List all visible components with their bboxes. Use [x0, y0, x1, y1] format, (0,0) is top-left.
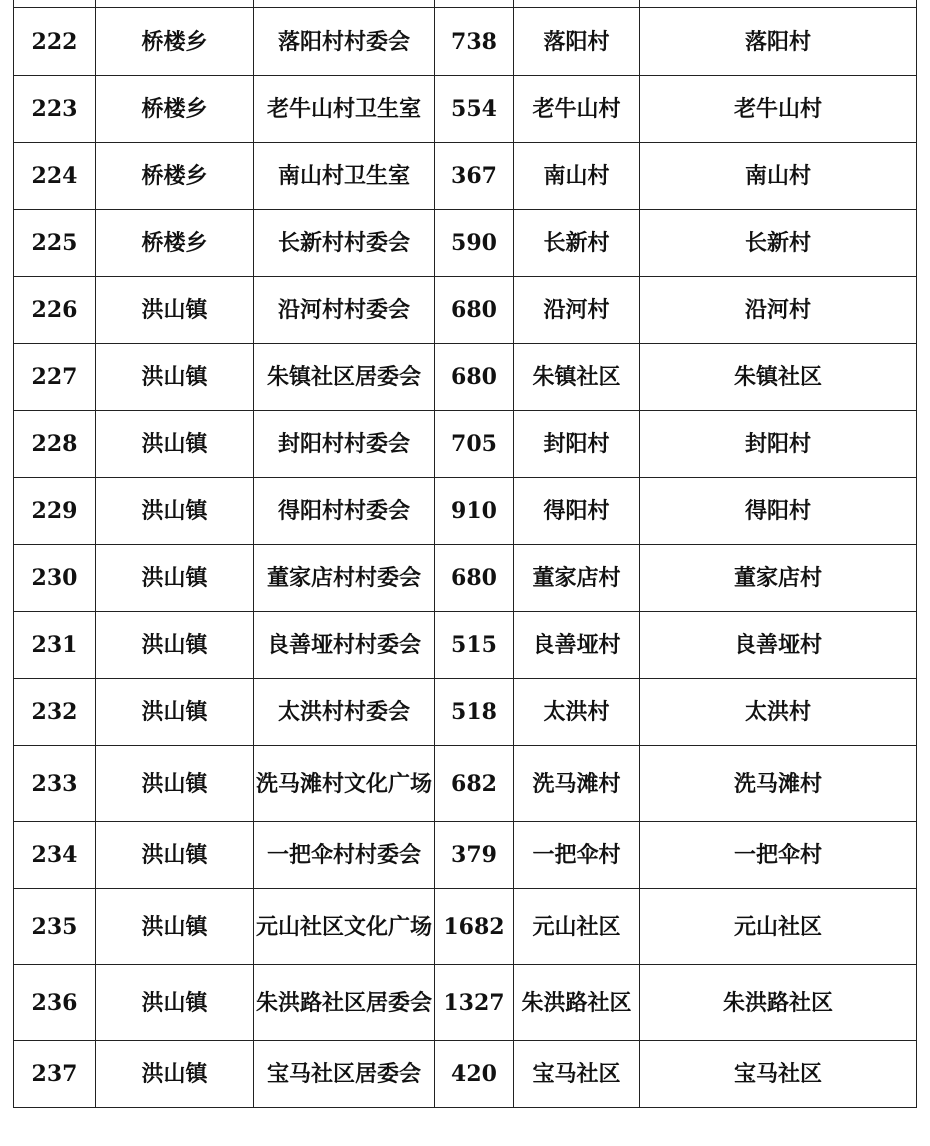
row-number: 237: [14, 1041, 96, 1108]
row-number: 230: [14, 545, 96, 612]
village-cell: 洗马滩村: [514, 746, 640, 822]
township-cell: 桥楼乡: [96, 8, 254, 76]
row-number: 234: [14, 822, 96, 889]
township-cell: 洪山镇: [96, 612, 254, 679]
village-cell: 董家店村: [514, 545, 640, 612]
row-number: 233: [14, 746, 96, 822]
count-cell: 1327: [435, 965, 514, 1041]
village-cell: 宝马社区: [514, 1041, 640, 1108]
table-row: [14, 545, 917, 612]
township-cell: 洪山镇: [96, 889, 254, 965]
count-cell: 420: [435, 1041, 514, 1108]
village-cell: 元山社区: [514, 889, 640, 965]
count-cell: 738: [435, 8, 514, 76]
row-number: 236: [14, 965, 96, 1041]
count-cell: 515: [435, 612, 514, 679]
table-row: [14, 8, 917, 76]
township-cell: 洪山镇: [96, 545, 254, 612]
site-cell: 沿河村村委会: [254, 277, 435, 344]
village-cell: 太洪村: [514, 679, 640, 746]
table-row-partial: [14, 0, 917, 8]
count-cell: 590: [435, 210, 514, 277]
count-cell: 554: [435, 76, 514, 143]
row-number: 226: [14, 277, 96, 344]
count-cell: 367: [435, 143, 514, 210]
table-row: [14, 1041, 917, 1108]
township-cell: 洪山镇: [96, 965, 254, 1041]
community-cell: 一把伞村: [640, 822, 917, 889]
community-cell: 沿河村: [640, 277, 917, 344]
site-cell: 长新村村委会: [254, 210, 435, 277]
village-cell: 得阳村: [514, 478, 640, 545]
township-cell: 洪山镇: [96, 478, 254, 545]
count-cell: 518: [435, 679, 514, 746]
table-row: [14, 679, 917, 746]
community-cell: 朱镇社区: [640, 344, 917, 411]
table-row: [14, 210, 917, 277]
site-cell: 元山社区文化广场: [254, 889, 435, 965]
site-cell: 宝马社区居委会: [254, 1041, 435, 1108]
count-cell: 910: [435, 478, 514, 545]
count-cell: 379: [435, 822, 514, 889]
community-cell: 封阳村: [640, 411, 917, 478]
table-row: [14, 822, 917, 889]
village-cell: 南山村: [514, 143, 640, 210]
table-row: [14, 965, 917, 1041]
row-number: 232: [14, 679, 96, 746]
site-cell: 老牛山村卫生室: [254, 76, 435, 143]
township-cell: 洪山镇: [96, 411, 254, 478]
table-row: [14, 478, 917, 545]
row-number: 227: [14, 344, 96, 411]
township-cell: 洪山镇: [96, 277, 254, 344]
site-cell: 太洪村村委会: [254, 679, 435, 746]
village-cell: 一把伞村: [514, 822, 640, 889]
row-number: 222: [14, 8, 96, 76]
village-cell: 老牛山村: [514, 76, 640, 143]
community-cell: 良善垭村: [640, 612, 917, 679]
count-cell: 680: [435, 344, 514, 411]
table-cell-empty: [640, 0, 917, 8]
village-cell: 长新村: [514, 210, 640, 277]
site-cell: 落阳村村委会: [254, 8, 435, 76]
site-cell: 朱洪路社区居委会: [254, 965, 435, 1041]
township-cell: 洪山镇: [96, 822, 254, 889]
row-number: 231: [14, 612, 96, 679]
count-cell: 680: [435, 277, 514, 344]
table-cell-empty: [254, 0, 435, 8]
community-cell: 长新村: [640, 210, 917, 277]
data-table: [13, 0, 917, 1108]
table-row: [14, 277, 917, 344]
community-cell: 朱洪路社区: [640, 965, 917, 1041]
community-cell: 董家店村: [640, 545, 917, 612]
count-cell: 682: [435, 746, 514, 822]
row-number: 223: [14, 76, 96, 143]
site-cell: 朱镇社区居委会: [254, 344, 435, 411]
row-number: 229: [14, 478, 96, 545]
site-cell: 南山村卫生室: [254, 143, 435, 210]
site-cell: 董家店村村委会: [254, 545, 435, 612]
row-number: 235: [14, 889, 96, 965]
village-cell: 朱洪路社区: [514, 965, 640, 1041]
table-cell-empty: [514, 0, 640, 8]
community-cell: 太洪村: [640, 679, 917, 746]
community-cell: 宝马社区: [640, 1041, 917, 1108]
row-number: 225: [14, 210, 96, 277]
site-cell: 得阳村村委会: [254, 478, 435, 545]
table-row: [14, 143, 917, 210]
site-cell: 封阳村村委会: [254, 411, 435, 478]
table-row: [14, 76, 917, 143]
township-cell: 洪山镇: [96, 344, 254, 411]
table-row: [14, 411, 917, 478]
township-cell: 洪山镇: [96, 746, 254, 822]
village-cell: 封阳村: [514, 411, 640, 478]
row-number: 224: [14, 143, 96, 210]
count-cell: 705: [435, 411, 514, 478]
table-row: [14, 612, 917, 679]
village-cell: 沿河村: [514, 277, 640, 344]
community-cell: 元山社区: [640, 889, 917, 965]
township-cell: 桥楼乡: [96, 210, 254, 277]
township-cell: 桥楼乡: [96, 76, 254, 143]
count-cell: 680: [435, 545, 514, 612]
table-row: [14, 344, 917, 411]
table-row: [14, 889, 917, 965]
table-row: [14, 746, 917, 822]
village-cell: 落阳村: [514, 8, 640, 76]
township-cell: 洪山镇: [96, 1041, 254, 1108]
site-cell: 良善垭村村委会: [254, 612, 435, 679]
count-cell: 1682: [435, 889, 514, 965]
community-cell: 得阳村: [640, 478, 917, 545]
site-cell: 一把伞村村委会: [254, 822, 435, 889]
community-cell: 洗马滩村: [640, 746, 917, 822]
village-cell: 朱镇社区: [514, 344, 640, 411]
community-cell: 老牛山村: [640, 76, 917, 143]
community-cell: 落阳村: [640, 8, 917, 76]
table-cell-empty: [435, 0, 514, 8]
table-cell-empty: [14, 0, 96, 8]
township-cell: 桥楼乡: [96, 143, 254, 210]
township-cell: 洪山镇: [96, 679, 254, 746]
village-cell: 良善垭村: [514, 612, 640, 679]
row-number: 228: [14, 411, 96, 478]
site-cell: 洗马滩村文化广场: [254, 746, 435, 822]
table-cell-empty: [96, 0, 254, 8]
community-cell: 南山村: [640, 143, 917, 210]
